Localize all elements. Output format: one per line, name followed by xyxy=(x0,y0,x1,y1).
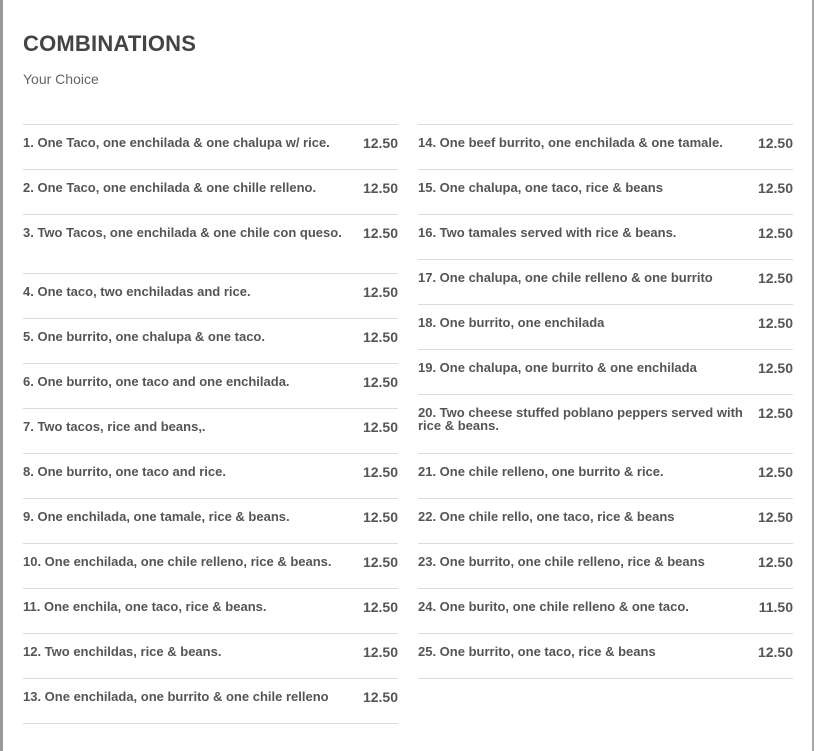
menu-item-description: 9. One enchilada, one tamale, rice & beans. xyxy=(23,509,290,524)
menu-item xyxy=(418,170,793,215)
menu-item-description: 5. One burrito, one chalupa & one taco. xyxy=(23,329,265,344)
menu-item-description: 22. One chile rello, one taco, rice & beans xyxy=(418,509,675,524)
menu-item-price: 12.50 xyxy=(362,464,398,480)
menu-item-price: 12.50 xyxy=(757,180,793,196)
page-title: COMBINATIONS xyxy=(23,31,197,56)
menu-item xyxy=(418,454,793,499)
menu-item-description: 1. One Taco, one enchilada & one chalupa w/ rice. xyxy=(23,135,330,150)
menu-item-price: 12.50 xyxy=(362,180,398,196)
menu-item-description: 10. One enchilada, one chile relleno, rice & beans. xyxy=(23,554,332,569)
menu-item-price: 11.50 xyxy=(758,599,793,615)
menu-item xyxy=(23,544,398,589)
menu-item-price: 12.50 xyxy=(362,509,398,525)
menu-item-description: 8. One burrito, one taco and rice. xyxy=(23,464,226,479)
menu-item-price: 12.50 xyxy=(362,419,398,435)
menu-item-description: 17. One chalupa, one chile relleno & one burrito xyxy=(418,270,713,285)
menu-item xyxy=(418,589,793,634)
menu-item-description: 16. Two tamales served with rice & beans. xyxy=(418,225,677,240)
menu-item-price: 12.50 xyxy=(757,405,793,421)
menu-item xyxy=(418,350,793,395)
menu-item-price: 12.50 xyxy=(757,135,793,151)
menu-item xyxy=(23,215,398,274)
menu-item xyxy=(23,170,398,215)
menu-item xyxy=(23,634,398,679)
menu-item-price: 12.50 xyxy=(362,689,398,705)
menu-item-description: 7. Two tacos, rice and beans,. xyxy=(23,419,206,434)
menu-item-description: 11. One enchila, one taco, rice & beans. xyxy=(23,599,267,614)
menu-item xyxy=(23,454,398,499)
menu-item-description: 14. One beef burrito, one enchilada & one tamale. xyxy=(418,135,723,150)
menu-item xyxy=(23,364,398,409)
menu-column-right xyxy=(418,124,793,679)
menu-item-price: 12.50 xyxy=(362,225,398,241)
menu-item xyxy=(23,319,398,364)
menu-item-price: 12.50 xyxy=(362,554,398,570)
menu-item-description: 12. Two enchildas, rice & beans. xyxy=(23,644,222,659)
menu-item-description: 4. One taco, two enchiladas and rice. xyxy=(23,284,251,299)
menu-item xyxy=(418,260,793,305)
menu-item-description: 3. Two Tacos, one enchilada & one chile con queso. xyxy=(23,225,342,240)
menu-item-description: 13. One enchilada, one burrito & one chile relleno xyxy=(23,689,329,704)
menu-item-description: 6. One burrito, one taco and one enchilada. xyxy=(23,374,290,389)
menu-item-price: 12.50 xyxy=(757,270,793,286)
menu-item-description: 20. Two cheese stuffed poblano peppers served with rice & beans. xyxy=(418,405,743,433)
menu-item-price: 12.50 xyxy=(757,554,793,570)
menu-item-price: 12.50 xyxy=(362,599,398,615)
page-subtitle: Your Choice xyxy=(23,71,99,87)
menu-item xyxy=(23,499,398,544)
menu-item xyxy=(418,215,793,260)
menu-item xyxy=(23,589,398,634)
menu-item-price: 12.50 xyxy=(362,135,398,151)
menu-item-description: 21. One chile relleno, one burrito & rice. xyxy=(418,464,664,479)
menu-item-description: 25. One burrito, one taco, rice & beans xyxy=(418,644,656,659)
menu-item-description: 15. One chalupa, one taco, rice & beans xyxy=(418,180,663,195)
menu-item xyxy=(23,409,398,454)
menu-item-price: 12.50 xyxy=(757,315,793,331)
menu-item-price: 12.50 xyxy=(757,225,793,241)
menu-item xyxy=(23,125,398,170)
menu-item xyxy=(23,274,398,319)
menu-item-price: 12.50 xyxy=(757,509,793,525)
menu-item-description: 2. One Taco, one enchilada & one chille relleno. xyxy=(23,180,317,195)
menu-item-price: 12.50 xyxy=(757,360,793,376)
menu-item-description: 18. One burrito, one enchilada xyxy=(418,315,605,330)
menu-item-price: 12.50 xyxy=(757,464,793,480)
menu-item-price: 12.50 xyxy=(757,644,793,660)
menu-item xyxy=(23,679,398,724)
menu-item-description: 19. One chalupa, one burrito & one enchilada xyxy=(418,360,697,375)
menu-item xyxy=(418,544,793,589)
menu-item-price: 12.50 xyxy=(362,374,398,390)
menu-item-price: 12.50 xyxy=(362,329,398,345)
menu-item xyxy=(418,395,793,454)
menu-item xyxy=(418,634,793,679)
menu-item xyxy=(418,499,793,544)
menu-item-description: 24. One burito, one chile relleno & one taco. xyxy=(418,599,689,614)
menu-item xyxy=(418,305,793,350)
menu-item-price: 12.50 xyxy=(362,644,398,660)
menu-column-left xyxy=(23,124,398,724)
menu-item-price: 12.50 xyxy=(362,284,398,300)
menu-item xyxy=(418,125,793,170)
menu-item-description: 23. One burrito, one chile relleno, rice & beans xyxy=(418,554,705,569)
